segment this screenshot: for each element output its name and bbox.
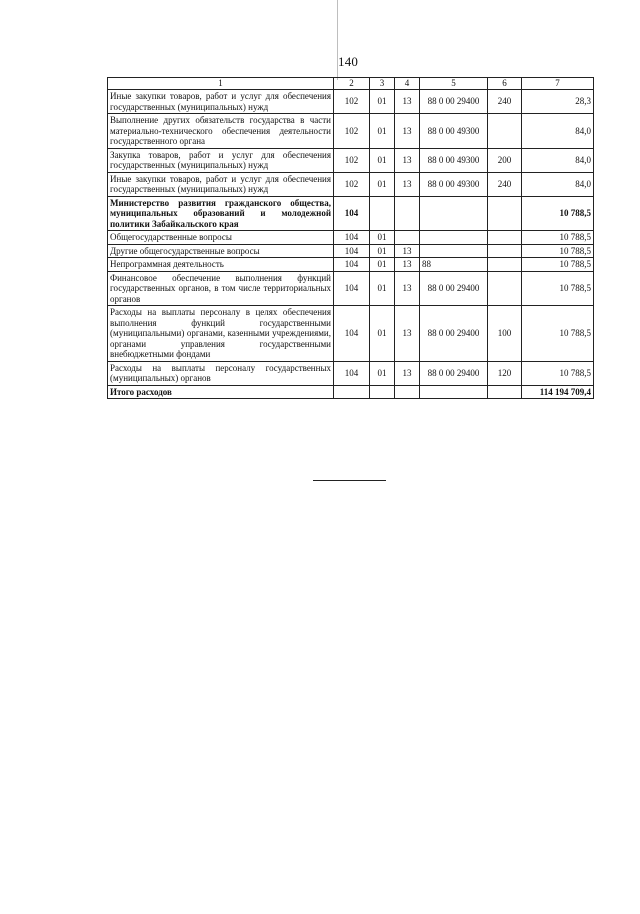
row-code-4: 13 [395,271,420,306]
row-code-6 [488,244,522,258]
row-code-2: 104 [334,361,370,385]
table-row [108,258,594,272]
row-code-4: 13 [395,148,420,172]
row-code-3: 01 [370,90,395,114]
row-code-2: 102 [334,172,370,196]
table-row [108,231,594,245]
table-row [108,306,594,362]
row-name: Расходы на выплаты персоналу в целях обеспечения выполнения функций государственными (муниципальными) органами, казенными учреждениями, органами управления государственными внебюджетными фондами [108,306,334,362]
row-code-3: 01 [370,231,395,245]
row-code-2: 104 [334,271,370,306]
row-name: Закупка товаров, работ и услуг для обеспечения государственных (муниципальных) нужд [108,148,334,172]
table-row [108,271,594,306]
row-code-2: 102 [334,114,370,149]
row-code-3: 01 [370,258,395,272]
table-row-ministry [108,196,594,231]
row-code-3: 01 [370,172,395,196]
row-code-5: 88 0 00 29400 [420,90,488,114]
total-empty-6 [488,385,522,399]
row-code-6 [488,231,522,245]
row-code-6: 240 [488,90,522,114]
row-code-6: 200 [488,148,522,172]
row-code-6 [488,114,522,149]
table-header-row [108,78,594,90]
end-divider-line [313,480,386,481]
table-row [108,114,594,149]
row-code-4: 13 [395,172,420,196]
row-name: Выполнение других обязательств государства в части материально-технического обеспечения деятельности государственного органа [108,114,334,149]
row-code-2: 102 [334,90,370,114]
row-amount: 10 788,5 [522,231,594,245]
header-col-3: 3 [370,78,395,90]
header-col-4: 4 [395,78,420,90]
table-row [108,244,594,258]
row-code-5: 88 [420,258,488,272]
row-code-3: 01 [370,361,395,385]
row-amount: 10 788,5 [522,258,594,272]
row-code-5: 88 0 00 49300 [420,148,488,172]
row-amount: 28,3 [522,90,594,114]
row-code-5: 88 0 00 49300 [420,172,488,196]
table-row [108,148,594,172]
row-code-6 [488,258,522,272]
table-row [108,361,594,385]
total-empty-4 [395,385,420,399]
total-empty-3 [370,385,395,399]
row-name: Министерство развития гражданского общества, муниципальных образований и молодежной политики Забайкальского края [108,196,334,231]
row-name: Иные закупки товаров, работ и услуг для обеспечения государственных (муниципальных) нужд [108,172,334,196]
row-code-5 [420,231,488,245]
header-col-6: 6 [488,78,522,90]
row-amount: 10 788,5 [522,361,594,385]
row-name: Финансовое обеспечение выполнения функций государственных органов, в том числе территориальных органов [108,271,334,306]
row-code-2: 104 [334,196,370,231]
row-code-2: 104 [334,231,370,245]
row-code-5: 88 0 00 29400 [420,306,488,362]
row-name: Общегосударственные вопросы [108,231,334,245]
row-code-3: 01 [370,306,395,362]
row-code-4: 13 [395,114,420,149]
row-code-4 [395,196,420,231]
total-label: Итого расходов [108,385,334,399]
row-code-5 [420,244,488,258]
row-code-3: 01 [370,244,395,258]
row-name: Расходы на выплаты персоналу государственных (муниципальных) органов [108,361,334,385]
row-code-5 [420,196,488,231]
table-body [108,90,594,399]
header-col-2: 2 [334,78,370,90]
row-amount: 84,0 [522,114,594,149]
header-col-5: 5 [420,78,488,90]
row-code-5: 88 0 00 49300 [420,114,488,149]
row-code-3: 01 [370,271,395,306]
row-code-6 [488,271,522,306]
total-empty-5 [420,385,488,399]
table-total-row [108,385,594,399]
row-amount: 10 788,5 [522,271,594,306]
row-code-4 [395,231,420,245]
header-col-1: 1 [108,78,334,90]
row-code-5: 88 0 00 29400 [420,271,488,306]
row-code-2: 104 [334,306,370,362]
row-code-4: 13 [395,244,420,258]
row-code-3: 01 [370,114,395,149]
header-col-7: 7 [522,78,594,90]
row-code-6: 100 [488,306,522,362]
row-name: Другие общегосударственные вопросы [108,244,334,258]
row-code-3 [370,196,395,231]
row-code-6 [488,196,522,231]
total-empty-2 [334,385,370,399]
row-code-6: 240 [488,172,522,196]
row-amount: 10 788,5 [522,306,594,362]
row-amount: 10 788,5 [522,196,594,231]
row-amount: 10 788,5 [522,244,594,258]
row-code-2: 104 [334,244,370,258]
row-code-4: 13 [395,306,420,362]
row-code-2: 102 [334,148,370,172]
row-code-4: 13 [395,361,420,385]
table-row [108,172,594,196]
row-code-5: 88 0 00 29400 [420,361,488,385]
row-amount: 84,0 [522,172,594,196]
page-number: 140 [338,54,359,69]
budget-table [107,77,594,399]
row-code-2: 104 [334,258,370,272]
row-name: Непрограммная деятельность [108,258,334,272]
row-name: Иные закупки товаров, работ и услуг для обеспечения государственных (муниципальных) нужд [108,90,334,114]
row-code-3: 01 [370,148,395,172]
row-amount: 84,0 [522,148,594,172]
row-code-4: 13 [395,258,420,272]
table-row [108,90,594,114]
total-value: 114 194 709,4 [522,385,594,399]
row-code-6: 120 [488,361,522,385]
row-code-4: 13 [395,90,420,114]
